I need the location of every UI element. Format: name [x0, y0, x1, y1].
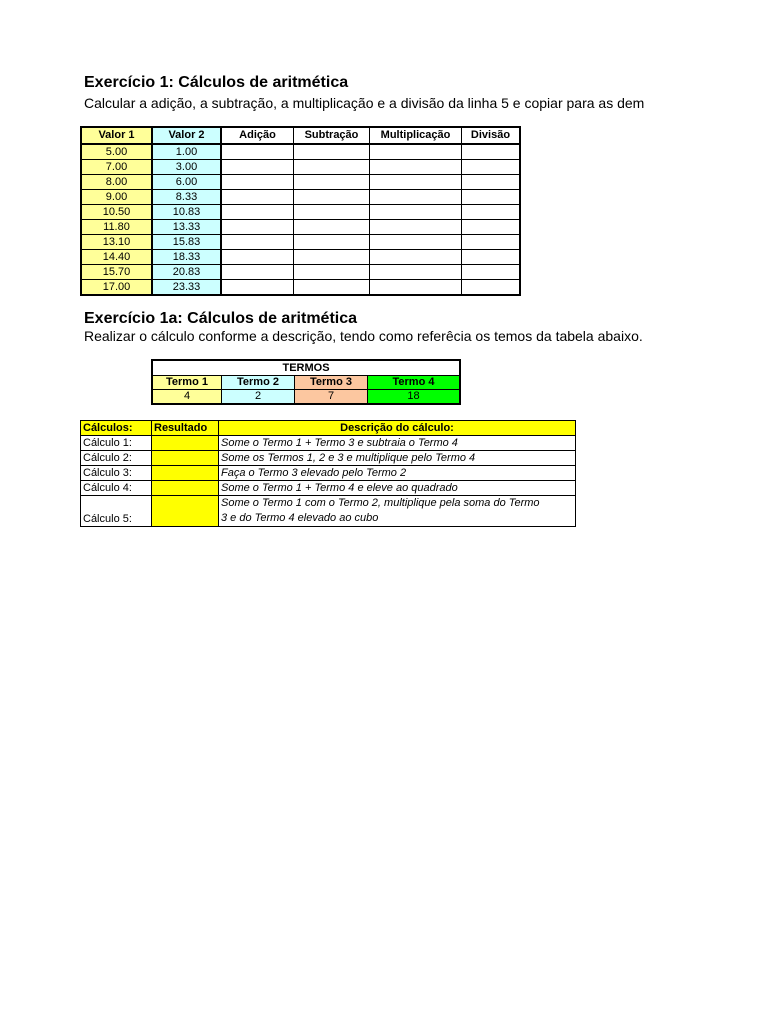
resultado-cell[interactable] — [152, 436, 219, 451]
multiplicacao-cell[interactable] — [370, 220, 462, 235]
descricao-cell: Some os Termos 1, 2 e 3 e multiplique pelo Termo 4 — [219, 451, 576, 466]
valor-1-cell[interactable]: 13.10 — [81, 235, 152, 250]
descricao-cell: Some o Termo 1 + Termo 4 e eleve ao quadrado — [219, 481, 576, 496]
adicao-cell[interactable] — [221, 235, 294, 250]
termos-table — [151, 359, 461, 405]
subtracao-cell[interactable] — [294, 280, 370, 296]
termos-heading: TERMOS — [152, 360, 460, 376]
valor-1-cell[interactable]: 10.50 — [81, 205, 152, 220]
adicao-cell[interactable] — [221, 250, 294, 265]
adicao-cell[interactable] — [221, 160, 294, 175]
descricao-cell: Some o Termo 1 + Termo 3 e subtraia o Termo 4 — [219, 436, 576, 451]
multiplicacao-cell[interactable] — [370, 190, 462, 205]
subtracao-cell[interactable] — [294, 250, 370, 265]
table-row — [81, 481, 576, 496]
multiplicacao-cell[interactable] — [370, 250, 462, 265]
header-calculos: Cálculos: — [81, 421, 152, 436]
calculo-label: Cálculo 1: — [81, 436, 152, 451]
valor-1-cell[interactable]: 14.40 — [81, 250, 152, 265]
subtracao-cell[interactable] — [294, 235, 370, 250]
termo-4-label: Termo 4 — [368, 376, 461, 390]
header-descricao: Descrição do cálculo: — [219, 421, 576, 436]
adicao-cell[interactable] — [221, 205, 294, 220]
header-multiplicacao: Multiplicação — [370, 127, 462, 144]
valor-2-cell[interactable]: 6.00 — [152, 175, 221, 190]
header-divisao: Divisão — [462, 127, 521, 144]
valor-1-cell[interactable]: 9.00 — [81, 190, 152, 205]
subtracao-cell[interactable] — [294, 265, 370, 280]
adicao-cell[interactable] — [221, 280, 294, 296]
adicao-cell[interactable] — [221, 175, 294, 190]
subtracao-cell[interactable] — [294, 205, 370, 220]
multiplicacao-cell[interactable] — [370, 144, 462, 160]
header-valor-1: Valor 1 — [81, 127, 152, 144]
subtracao-cell[interactable] — [294, 190, 370, 205]
table-row — [81, 220, 520, 235]
adicao-cell[interactable] — [221, 265, 294, 280]
valor-2-cell[interactable]: 20.83 — [152, 265, 221, 280]
valor-1-cell[interactable]: 15.70 — [81, 265, 152, 280]
resultado-cell[interactable] — [152, 451, 219, 466]
divisao-cell[interactable] — [462, 144, 521, 160]
valor-2-cell[interactable]: 1.00 — [152, 144, 221, 160]
header-adicao: Adição — [221, 127, 294, 144]
adicao-cell[interactable] — [221, 190, 294, 205]
divisao-cell[interactable] — [462, 235, 521, 250]
descricao-cell — [219, 496, 576, 527]
table-row — [81, 235, 520, 250]
termo-1-value[interactable]: 4 — [152, 390, 222, 405]
multiplicacao-cell[interactable] — [370, 205, 462, 220]
descricao-line-1: Some o Termo 1 com o Termo 2, multiplique pela soma do Termo — [221, 497, 540, 509]
table-row — [81, 265, 520, 280]
arithmetic-table — [80, 126, 521, 296]
termos-value-row — [152, 390, 460, 405]
subtracao-cell[interactable] — [294, 175, 370, 190]
valor-2-cell[interactable]: 23.33 — [152, 280, 221, 296]
subtracao-cell[interactable] — [294, 220, 370, 235]
exercise-1-title: Exercício 1: Cálculos de aritmética — [84, 74, 349, 91]
termo-3-value[interactable]: 7 — [295, 390, 368, 405]
divisao-cell[interactable] — [462, 220, 521, 235]
valor-2-cell[interactable]: 3.00 — [152, 160, 221, 175]
table-row — [81, 175, 520, 190]
table-row — [81, 280, 520, 296]
multiplicacao-cell[interactable] — [370, 235, 462, 250]
valor-1-cell[interactable]: 11.80 — [81, 220, 152, 235]
exercise-1-instructions: Calcular a adição, a subtração, a multiplicação e a divisão da linha 5 e copiar para as dem — [84, 95, 645, 111]
valor-1-cell[interactable]: 8.00 — [81, 175, 152, 190]
valor-1-cell[interactable]: 5.00 — [81, 144, 152, 160]
valor-1-cell[interactable]: 7.00 — [81, 160, 152, 175]
table-row — [81, 466, 576, 481]
adicao-cell[interactable] — [221, 144, 294, 160]
valor-2-cell[interactable]: 13.33 — [152, 220, 221, 235]
descricao-cell: Faça o Termo 3 elevado pelo Termo 2 — [219, 466, 576, 481]
multiplicacao-cell[interactable] — [370, 280, 462, 296]
header-resultado: Resultado — [152, 421, 219, 436]
divisao-cell[interactable] — [462, 265, 521, 280]
divisao-cell[interactable] — [462, 190, 521, 205]
table-row — [81, 190, 520, 205]
table-row — [81, 205, 520, 220]
termo-4-value[interactable]: 18 — [368, 390, 461, 405]
table-row — [81, 160, 520, 175]
divisao-cell[interactable] — [462, 160, 521, 175]
table-header-row — [81, 127, 520, 144]
calculos-header-row — [81, 421, 576, 436]
exercise-1a-title: Exercício 1a: Cálculos de aritmética — [84, 310, 358, 327]
calculo-label: Cálculo 3: — [81, 466, 152, 481]
subtracao-cell[interactable] — [294, 160, 370, 175]
multiplicacao-cell[interactable] — [370, 175, 462, 190]
header-subtracao: Subtração — [294, 127, 370, 144]
resultado-cell[interactable] — [152, 496, 219, 527]
table-row — [81, 436, 576, 451]
termo-2-label: Termo 2 — [222, 376, 295, 390]
divisao-cell[interactable] — [462, 205, 521, 220]
valor-2-cell[interactable]: 15.83 — [152, 235, 221, 250]
calculo-label: Cálculo 2: — [81, 451, 152, 466]
valor-2-cell[interactable]: 8.33 — [152, 190, 221, 205]
resultado-cell[interactable] — [152, 466, 219, 481]
resultado-cell[interactable] — [152, 481, 219, 496]
descricao-line-2: 3 e do Termo 4 elevado ao cubo — [221, 512, 379, 524]
table-row — [81, 451, 576, 466]
termo-2-value[interactable]: 2 — [222, 390, 295, 405]
valor-1-cell[interactable]: 17.00 — [81, 280, 152, 296]
multiplicacao-cell[interactable] — [370, 265, 462, 280]
adicao-cell[interactable] — [221, 220, 294, 235]
calculo-label: Cálculo 5: — [81, 496, 152, 527]
termos-label-row — [152, 376, 460, 390]
header-valor-2: Valor 2 — [152, 127, 221, 144]
termo-1-label: Termo 1 — [152, 376, 222, 390]
termo-3-label: Termo 3 — [295, 376, 368, 390]
divisao-cell[interactable] — [462, 175, 521, 190]
calculo-label: Cálculo 4: — [81, 481, 152, 496]
exercise-1a-instructions: Realizar o cálculo conforme a descrição, tendo como referêcia os temos da tabela abaixo. — [84, 328, 643, 344]
divisao-cell[interactable] — [462, 250, 521, 265]
table-row — [81, 250, 520, 265]
valor-2-cell[interactable]: 18.33 — [152, 250, 221, 265]
table-row — [81, 496, 576, 527]
subtracao-cell[interactable] — [294, 144, 370, 160]
divisao-cell[interactable] — [462, 280, 521, 296]
valor-2-cell[interactable]: 10.83 — [152, 205, 221, 220]
calculos-table — [80, 420, 576, 527]
multiplicacao-cell[interactable] — [370, 160, 462, 175]
table-row — [81, 144, 520, 160]
